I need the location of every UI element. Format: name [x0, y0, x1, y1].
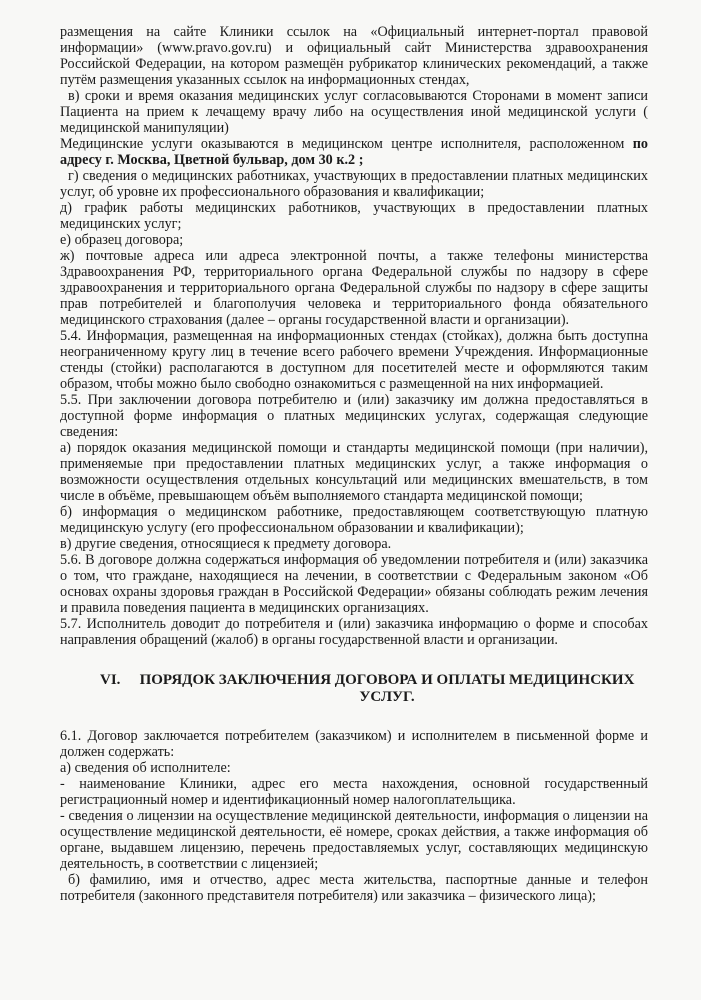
location-text: Медицинские услуги оказываются в медицинском центре исполнителя, расположенном: [60, 136, 633, 152]
section-number: VI.: [100, 672, 121, 688]
paragraph-item-d: д) график работы медицинских работников, участвующих в предоставлении платных медицинских услуг;: [60, 200, 648, 232]
paragraph-item-g: г) сведения о медицинских работниках, участвующих в предоставлении платных медицинских услуг, об уровне их профессионального образования и квалификации;: [60, 168, 648, 200]
paragraph-location: [60, 136, 648, 168]
paragraph-6-1: 6.1. Договор заключается потребителем (заказчиком) и исполнителем в письменной форме и должен содержать:: [60, 728, 648, 760]
section-heading: [60, 672, 648, 706]
paragraph-6-1-a-name: - наименование Клиники, адрес его места нахождения, основной государственный регистрационный номер и идентификационный номер налогоплательщика.: [60, 776, 648, 808]
section-title: ПОРЯДОК ЗАКЛЮЧЕНИЯ ДОГОВОРА И ОПЛАТЫ МЕДИЦИНСКИХ УСЛУГ.: [139, 672, 635, 705]
paragraph-item-e: е) образец договора;: [60, 232, 184, 248]
paragraph-6-1-a-license: - сведения о лицензии на осуществление медицинской деятельности, информация о лицензии на осуществление медицинской деятельности, её номере, сроках действия, а также информация об органе, выдавшем лицензию, перечень предоставляемых услуг, составляющих медицинскую деятельность, в соответствии с лицензией;: [60, 808, 648, 872]
paragraph-5-5-a: а) порядок оказания медицинской помощи и стандарты медицинской помощи (при наличии), применяемые при предоставлении платных медицинских услуг, а также информация о возможности осуществления отдельных консультаций или медицинских вмешательств, в том числе в объёме, превышающем объём выполняемого стандарта медицинской помощи;: [60, 440, 648, 504]
paragraph-5-4: 5.4. Информация, размещенная на информационных стендах (стойках), должна быть доступна неограниченному кругу лиц в течение всего рабочего времени Учреждения. Информационные стенды (стойки) располагаются в доступном для посетителей месте и оформляются таким образом, чтобы можно было свободно ознакомиться с размещенной на них информацией.: [60, 328, 648, 392]
paragraph-5-7: 5.7. Исполнитель доводит до потребителя и (или) заказчика информацию о форме и способах направления обращений (жалоб) в органы государственной власти и организации.: [60, 616, 648, 648]
paragraph-5-6: 5.6. В договоре должна содержаться информация об уведомлении потребителя и (или) заказчика о том, что граждане, находящиеся на лечении, в соответствии с Федеральным законом «Об основах охраны здоровья граждан в Российской Федерации» обязаны соблюдать режим лечения и правила поведения пациента в медицинских организациях.: [60, 552, 648, 616]
paragraph-links-placement: размещения на сайте Клиники ссылок на «Официальный интернет-портал правовой информации» (www.pravo.gov.ru) и официальный сайт Министерства здравоохранения Российской Федерации, на котором размещён рубрикатор клинических рекомендаций, а также путём размещения указанных ссылок на информационных стендах,: [60, 24, 648, 88]
paragraph-5-5-b: б) информация о медицинском работнике, предоставляющем соответствующую платную медицинскую услугу (его профессиональном образовании и квалификации);: [60, 504, 648, 536]
document-body: [60, 24, 648, 904]
paragraph-item-zh: ж) почтовые адреса или адреса электронной почты, а также телефоны министерства Здравоохранения РФ, территориального органа Федеральной службы по надзору в сфере здравоохранения и территориального органа Федеральной службы по надзору в сфере защиты прав потребителей и благополучия человека и территориального фонда обязательного медицинского страхования (далее – органы государственной власти и организации).: [60, 248, 648, 328]
paragraph-6-1-a: а) сведения об исполнителе:: [60, 760, 231, 776]
paragraph-5-5: 5.5. При заключении договора потребителю и (или) заказчику им должна предоставляться в доступной форме информация о платных медицинских услугах, содержащая следующие сведения:: [60, 392, 648, 440]
paragraph-item-v: в) сроки и время оказания медицинских услуг согласовываются Сторонами в момент записи Пациента на прием к лечащему врачу либо на осуществления иной медицинской услуги ( медицинской манипуляции): [60, 88, 648, 136]
location-address: по адресу г. Москва, Цветной бульвар, дом 30 к.2 ;: [60, 136, 648, 168]
paragraph-6-1-b: б) фамилию, имя и отчество, адрес места жительства, паспортные данные и телефон потребителя (законного представителя потребителя) или заказчика – физического лица);: [60, 872, 648, 904]
paragraph-5-5-v: в) другие сведения, относящиеся к предмету договора.: [60, 536, 392, 552]
